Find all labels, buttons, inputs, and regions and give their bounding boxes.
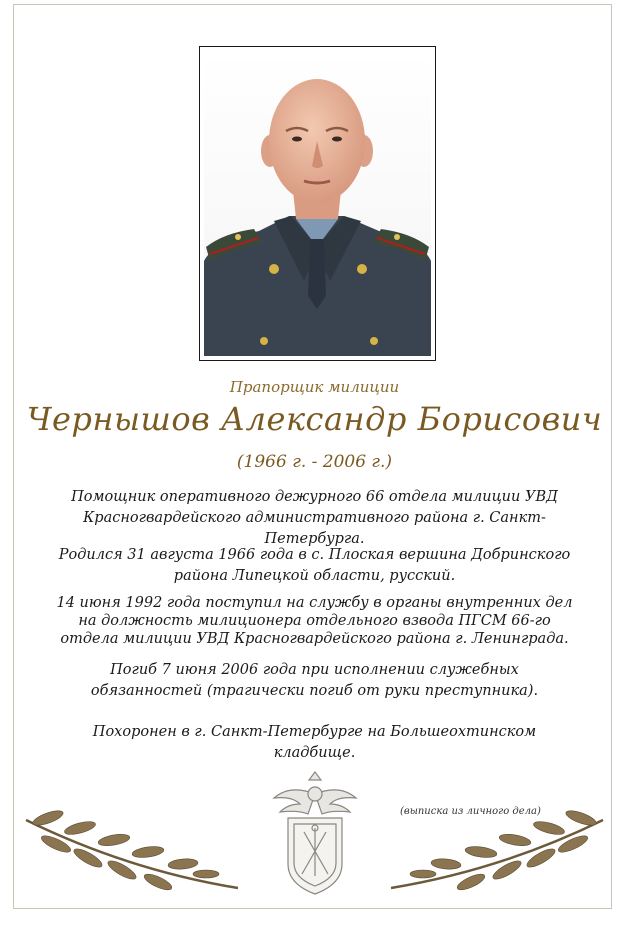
service-paragraph: 14 июня 1992 года поступил на службу в органы внутренних дел на должность милиционера отдельного взвода ПГСМ 66-го отдела милиции УВД Красногвардейского района г. Ленинграда. [56,595,573,647]
portrait-photo [204,51,431,356]
police-emblem-icon [270,764,360,903]
life-years: (1966 г. - 2006 г.) [236,452,393,472]
burial-paragraph: Похоронен в г. Санкт-Петербурге на Большеохтинском кладбище. [92,724,537,761]
person-name: Чернышов Александр Борисович [26,400,603,438]
rank-title: Прапорщик милиции [229,378,400,396]
laurel-branch-icon [18,800,243,899]
birth-paragraph: Родился 31 августа 1966 года в с. Плоская вершина Добринского района Липецкой области, русский. [58,547,571,584]
position-paragraph: Помощник оперативного дежурного 66 отдела милиции УВД Красногвардейского административного района г. Санкт-Петербурга. [71,489,558,547]
laurel-branch-icon [386,800,611,899]
source-note: (выписка из личного дела) [400,806,541,817]
death-paragraph: Погиб 7 июня 2006 года при исполнении служебных обязанностей (трагически погиб от руки преступника). [90,662,539,699]
portrait-frame [199,46,436,361]
